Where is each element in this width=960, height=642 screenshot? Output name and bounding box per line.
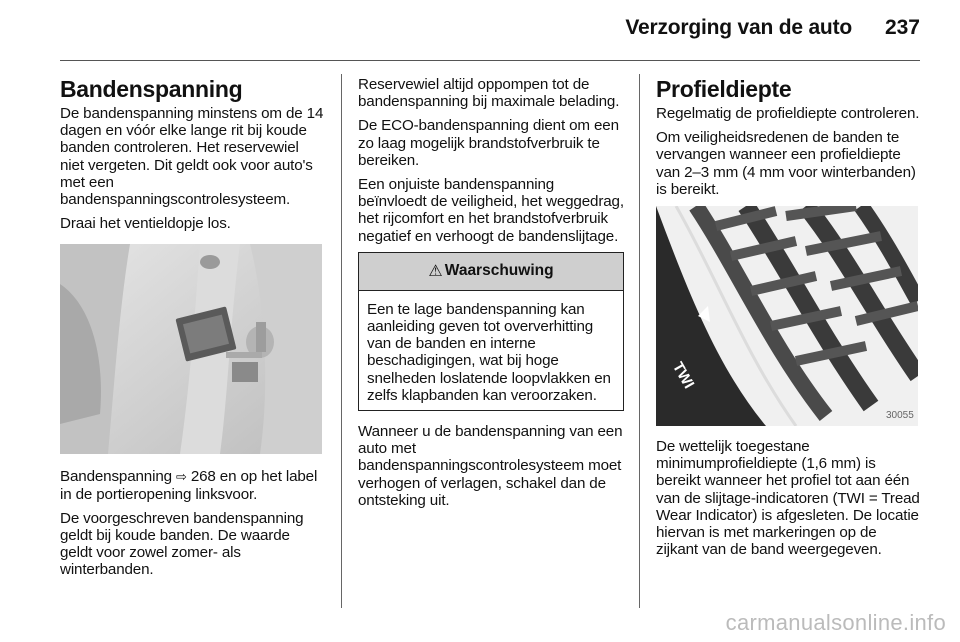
- paragraph: Wanneer u de bandenspanning van een auto met bandenspanningscontrolesysteem moet verhogen of verlagen, schakel dan de ontsteking uit.: [358, 423, 623, 509]
- warning-triangle-icon: ⚠: [428, 263, 443, 281]
- tire-tread-illustration: [656, 206, 918, 426]
- paragraph-label-location: Bandenspanning ⇨ 268 en op het label in de portieropening linksvoor.: [60, 468, 318, 503]
- figure-number: 30055: [886, 410, 914, 422]
- header-rule: [60, 60, 920, 61]
- paragraph: Een onjuiste bandenspanning beïnvloedt de veiligheid, het weggedrag, het rijcomfort en het brandstofverbruik negatief en verhoogt de bandenslijtage.: [358, 176, 624, 245]
- section-heading-profieldiepte: Profieldiepte: [656, 76, 792, 102]
- column-1: [60, 76, 326, 586]
- twi-label: TWI: [668, 359, 698, 392]
- paragraph: De wettelijk toegestane minimumprofieldiepte (1,6 mm) is bereikt wanneer het profiel tot aan één van de slijtage-indicatoren (TWI = Tread Wear Indicator) is afgesleten. De locatie hiervan is met markeringen op de zijkant van de band weergegeven.: [656, 438, 920, 559]
- section-heading-bandenspanning: Bandenspanning: [60, 76, 243, 102]
- paragraph: Om veiligheidsredenen de banden te vervangen wanneer een profieldiepte van 2–3 mm (4 mm voor winterbanden) is bereikt.: [656, 129, 916, 198]
- column-2: [358, 76, 626, 516]
- page-number: 237: [884, 16, 920, 39]
- door-pillar-label-photo: [60, 244, 322, 454]
- warning-text: Een te lage bandenspanning kan aanleiding geven tot oververhitting van de banden en interne beschadigingen, wat bij hoge snelheden loslatende loopvlakken en zelfs klapbanden kan veroorzaken.: [367, 300, 611, 404]
- column-divider-2: [639, 74, 640, 608]
- paragraph: Reservewiel altijd oppompen tot de bandenspanning bij maximale belading.: [358, 76, 620, 111]
- column-3: [656, 76, 922, 565]
- page-reference-arrow-icon: ⇨: [176, 469, 187, 485]
- paragraph: De bandenspanning minstens om de 14 dagen en vóór elke lange rit bij koude banden controleren. Het reservewiel niet vergeten. Dit geldt ook voor auto's met een bandenspanningscontrolesysteem.: [60, 105, 324, 209]
- warning-box: [358, 252, 624, 411]
- warning-header: [359, 253, 623, 291]
- paragraph: De voorgeschreven bandenspanning geldt bij koude banden. De waarde geldt voor zowel zomer- als winterbanden.: [60, 509, 304, 579]
- warning-title: Waarschuwing: [444, 262, 554, 280]
- paragraph: Draai het ventieldopje los.: [60, 215, 231, 233]
- column-divider-1: [341, 74, 342, 608]
- paragraph: Regelmatig de profieldiepte controleren.: [656, 105, 920, 122]
- paragraph: De ECO-bandenspanning dient om een zo laag mogelijk brandstofverbruik te bereiken.: [358, 117, 619, 169]
- watermark: carmanualsonline.info: [725, 610, 946, 635]
- warning-body: [359, 291, 623, 410]
- running-header-title: Verzorging van de auto: [625, 16, 852, 39]
